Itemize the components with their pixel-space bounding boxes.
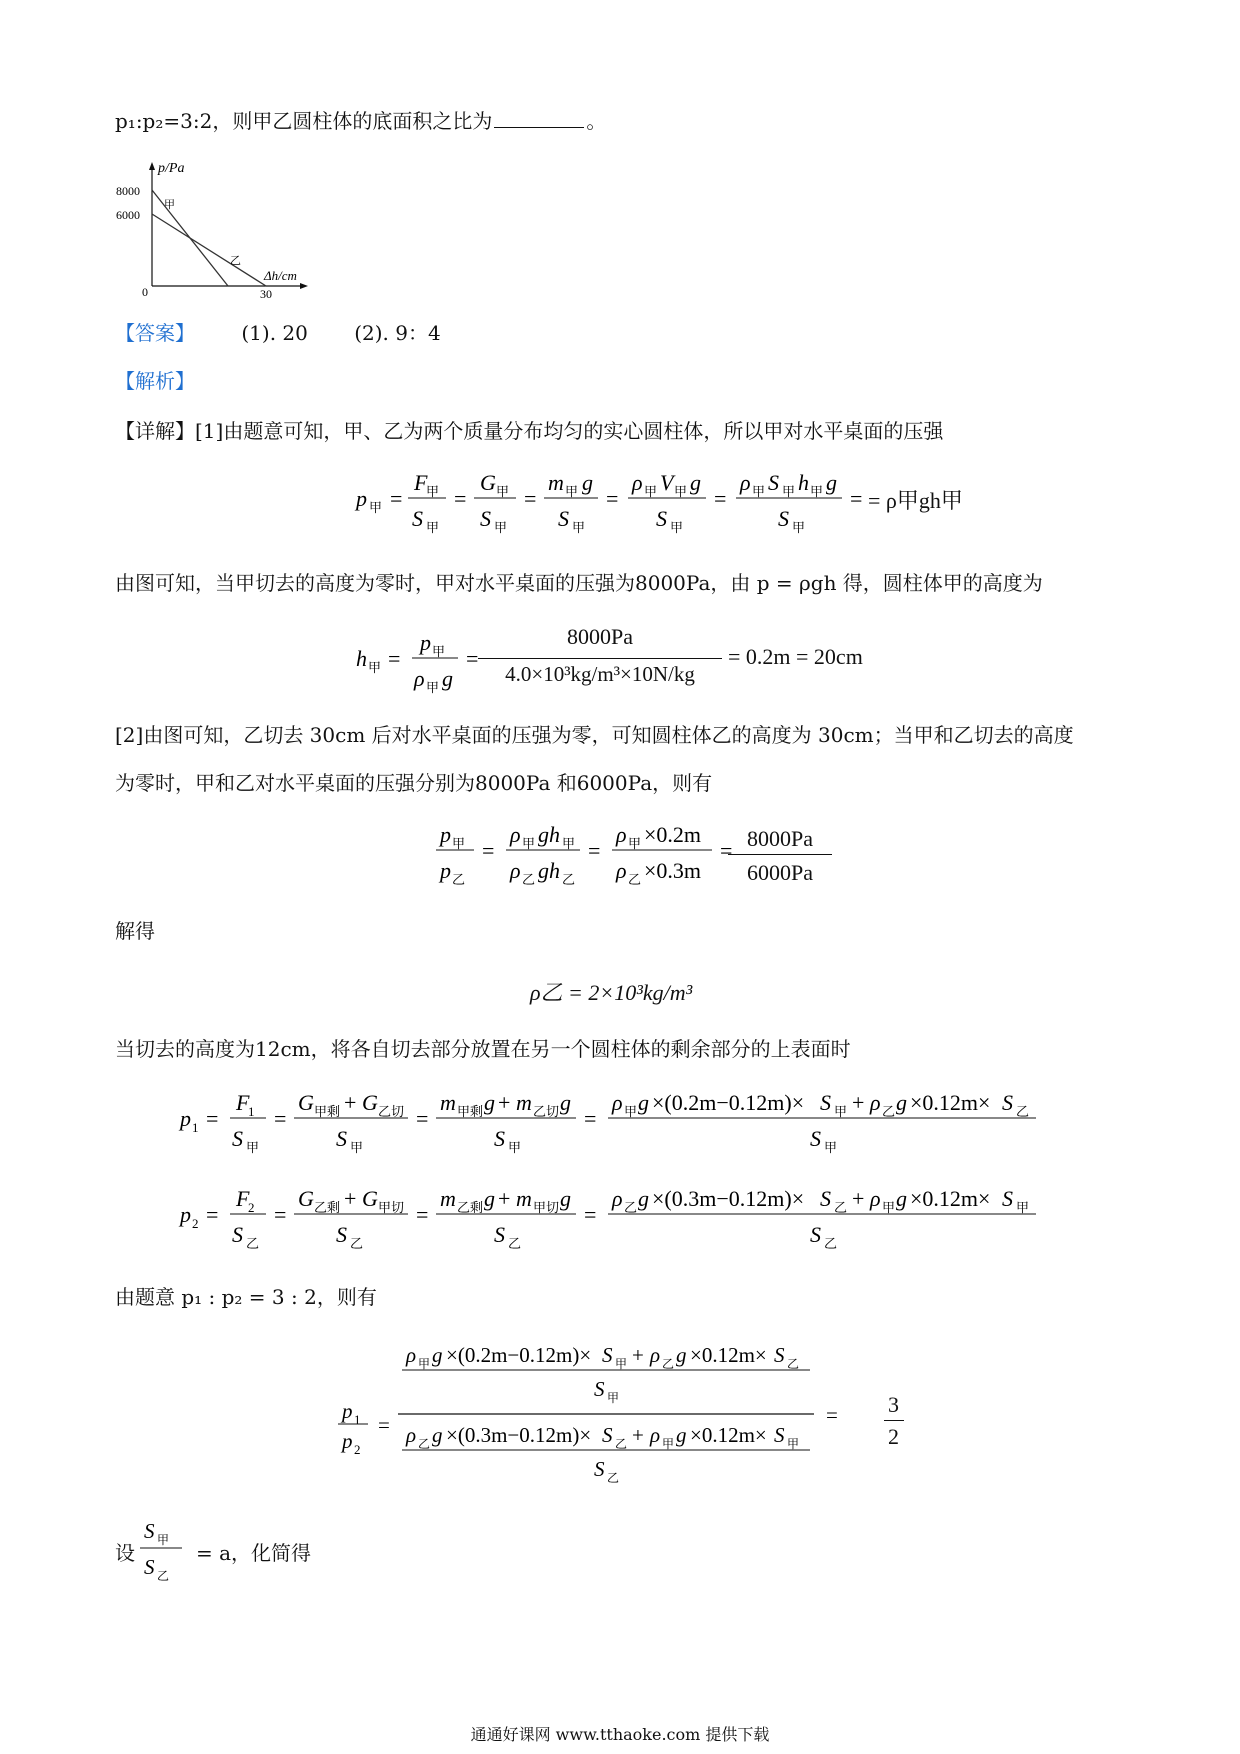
svg-text:=: = bbox=[606, 486, 619, 511]
svg-text:S: S bbox=[480, 506, 491, 531]
svg-text:乙: 乙 bbox=[662, 1357, 675, 1371]
origin-label: 0 bbox=[142, 285, 148, 299]
svg-text:=: = bbox=[584, 1106, 597, 1131]
svg-text:×0.3m: ×0.3m bbox=[644, 858, 702, 883]
equation-3-denominator: 6000Pa bbox=[747, 860, 813, 885]
svg-text:F: F bbox=[414, 470, 428, 495]
equation-p1 bbox=[176, 1080, 1076, 1160]
svg-text:甲切: 甲切 bbox=[378, 1200, 405, 1215]
svg-text:×0.12m×: ×0.12m× bbox=[910, 1090, 991, 1115]
svg-text:=: = bbox=[584, 1202, 597, 1227]
svg-text:甲切: 甲切 bbox=[533, 1200, 560, 1215]
svg-text:g: g bbox=[432, 1343, 443, 1367]
equation-s-ratio bbox=[138, 1510, 194, 1590]
svg-text:乙: 乙 bbox=[246, 1236, 260, 1251]
svg-text:S: S bbox=[602, 1423, 613, 1447]
svg-text:F: F bbox=[236, 1090, 250, 1115]
svg-text:甲: 甲 bbox=[628, 836, 642, 851]
svg-text:=: = bbox=[482, 838, 495, 863]
svg-text:甲: 甲 bbox=[246, 1140, 260, 1155]
svg-text:×(0.2m−0.12m)×: ×(0.2m−0.12m)× bbox=[446, 1343, 592, 1367]
svg-text:甲: 甲 bbox=[157, 1533, 170, 1547]
pressure-height-graph bbox=[112, 158, 312, 301]
equation-2-numerator: 8000Pa bbox=[567, 624, 633, 649]
svg-text:甲: 甲 bbox=[572, 520, 586, 535]
svg-text:乙: 乙 bbox=[157, 1569, 170, 1583]
svg-text:乙: 乙 bbox=[882, 1104, 896, 1119]
svg-text:乙切: 乙切 bbox=[533, 1104, 560, 1119]
svg-text:g: g bbox=[432, 1423, 443, 1447]
svg-text:甲: 甲 bbox=[565, 484, 579, 499]
svg-text:=: = bbox=[390, 486, 403, 511]
svg-text:m: m bbox=[440, 1090, 456, 1115]
svg-text:甲: 甲 bbox=[644, 484, 658, 499]
svg-text:ρ: ρ bbox=[510, 858, 521, 883]
svg-text:+: + bbox=[498, 1090, 511, 1115]
svg-text:g: g bbox=[638, 1090, 649, 1115]
detail-line-1 bbox=[115, 418, 943, 444]
detail-text-8b: = a，化简得 bbox=[196, 1541, 312, 1565]
svg-text:2: 2 bbox=[354, 1442, 361, 1457]
equation-2-result: = 0.2m = 20cm bbox=[728, 644, 863, 669]
svg-text:=: = bbox=[388, 646, 401, 671]
answer-blank bbox=[494, 109, 584, 128]
svg-text:=: = bbox=[466, 646, 479, 671]
svg-text:乙: 乙 bbox=[624, 1200, 638, 1215]
svg-text:gh: gh bbox=[538, 822, 560, 847]
svg-text:ρ: ρ bbox=[510, 822, 521, 847]
equation-2-fraction-bar bbox=[478, 658, 722, 659]
svg-text:×0.2m: ×0.2m bbox=[644, 822, 702, 847]
svg-text:甲: 甲 bbox=[496, 484, 510, 499]
svg-text:甲: 甲 bbox=[562, 836, 576, 851]
detail-text-1: [1]由题意可知，甲、乙为两个质量分布均匀的实心圆柱体，所以甲对水平桌面的压强 bbox=[195, 419, 944, 443]
svg-text:ρ: ρ bbox=[414, 666, 425, 691]
svg-text:乙: 乙 bbox=[418, 1437, 431, 1451]
svg-text:p: p bbox=[180, 1106, 191, 1131]
svg-text:V: V bbox=[660, 470, 674, 495]
answer-line bbox=[115, 320, 441, 346]
svg-text:g: g bbox=[676, 1343, 687, 1367]
svg-text:g: g bbox=[582, 470, 593, 495]
detail-label: 【详解】 bbox=[115, 419, 195, 443]
question-line: p₁:p₂=3:2，则甲乙圆柱体的底面积之比为 。 bbox=[115, 109, 607, 133]
svg-text:甲: 甲 bbox=[1016, 1200, 1030, 1215]
detail-line-6 bbox=[115, 1036, 851, 1062]
svg-text:p: p bbox=[356, 486, 367, 511]
svg-text:甲: 甲 bbox=[662, 1437, 675, 1451]
equation-density-yi: ρ乙 = 2×10³kg/m³ bbox=[530, 980, 693, 1005]
detail-text-6: 当切去的高度为12cm，将各自切去部分放置在另一个圆柱体的剩余部分的上表面时 bbox=[115, 1037, 851, 1061]
svg-text:ρ: ρ bbox=[616, 858, 627, 883]
svg-text:F: F bbox=[236, 1186, 250, 1211]
svg-text:+: + bbox=[632, 1423, 644, 1447]
answer-label: 【答案】 bbox=[115, 321, 195, 345]
svg-text:G: G bbox=[298, 1090, 314, 1115]
svg-text:S: S bbox=[594, 1377, 605, 1401]
svg-text:p: p bbox=[440, 858, 451, 883]
svg-text:乙: 乙 bbox=[562, 872, 576, 887]
svg-text:乙切: 乙切 bbox=[378, 1104, 405, 1119]
equation-7-fraction-bar bbox=[884, 1420, 904, 1421]
equation-height-jia-lhs bbox=[350, 620, 490, 700]
detail-line-8 bbox=[115, 1540, 135, 1566]
svg-text:×(0.2m−0.12m)×: ×(0.2m−0.12m)× bbox=[652, 1090, 805, 1115]
detail-text-2: 由图可知，当甲切去的高度为零时，甲对水平桌面的压强为8000Pa，由 p = ρgh 得，圆柱体甲的高度为 bbox=[115, 571, 1043, 595]
svg-text:S: S bbox=[778, 506, 789, 531]
svg-text:S: S bbox=[1002, 1186, 1013, 1211]
svg-text:乙: 乙 bbox=[628, 872, 642, 887]
svg-text:甲: 甲 bbox=[752, 484, 766, 499]
svg-text:乙: 乙 bbox=[452, 872, 466, 887]
x-axis-arrow bbox=[300, 283, 308, 289]
svg-text:甲: 甲 bbox=[432, 644, 446, 659]
svg-text:+: + bbox=[852, 1186, 865, 1211]
svg-text:S: S bbox=[494, 1126, 505, 1151]
svg-text:S: S bbox=[656, 506, 667, 531]
svg-text:g: g bbox=[484, 1090, 495, 1115]
svg-text:p: p bbox=[342, 1429, 353, 1453]
svg-text:乙: 乙 bbox=[350, 1236, 364, 1251]
svg-text:=: = bbox=[714, 486, 727, 511]
svg-text:甲: 甲 bbox=[882, 1200, 896, 1215]
svg-text:=: = bbox=[206, 1106, 219, 1131]
svg-text:1: 1 bbox=[248, 1104, 255, 1119]
y-tick-6000: 6000 bbox=[116, 208, 140, 222]
svg-text:甲: 甲 bbox=[426, 520, 440, 535]
svg-text:甲: 甲 bbox=[494, 520, 508, 535]
svg-text:S: S bbox=[594, 1457, 605, 1481]
detail-text-8a: 设 bbox=[115, 1541, 135, 1565]
detail-line-7 bbox=[115, 1284, 377, 1310]
svg-text:S: S bbox=[412, 506, 423, 531]
equation-ratio bbox=[430, 812, 733, 892]
y-tick-8000: 8000 bbox=[116, 184, 140, 198]
svg-text:乙剩: 乙剩 bbox=[457, 1200, 484, 1215]
svg-text:+: + bbox=[344, 1186, 357, 1211]
svg-text:p: p bbox=[440, 822, 451, 847]
svg-text:×0.12m×: ×0.12m× bbox=[690, 1343, 767, 1367]
svg-text:ρ: ρ bbox=[612, 1090, 623, 1115]
svg-text:1: 1 bbox=[354, 1412, 361, 1427]
detail-line-8b bbox=[196, 1540, 311, 1566]
analysis-label: 【解析】 bbox=[115, 369, 195, 393]
svg-text:+: + bbox=[632, 1343, 644, 1367]
svg-text:乙: 乙 bbox=[834, 1200, 848, 1215]
svg-text:S: S bbox=[810, 1222, 821, 1247]
series-yi-label: 乙 bbox=[230, 255, 241, 267]
svg-text:乙: 乙 bbox=[615, 1437, 628, 1451]
svg-text:S: S bbox=[232, 1126, 243, 1151]
svg-text:S: S bbox=[336, 1222, 347, 1247]
footer: 通通好课网 www.tthaoke.com 提供下载 bbox=[470, 1725, 770, 1744]
detail-line-2 bbox=[115, 570, 1043, 596]
svg-text:g: g bbox=[442, 666, 453, 691]
svg-text:=: = bbox=[826, 1403, 838, 1427]
svg-text:m: m bbox=[516, 1090, 532, 1115]
svg-text:gh: gh bbox=[538, 858, 560, 883]
svg-text:甲: 甲 bbox=[426, 680, 440, 695]
svg-text:甲: 甲 bbox=[674, 484, 688, 499]
equation-2-denominator: 4.0×10³kg/m³×10N/kg bbox=[505, 662, 695, 686]
svg-text:=: = bbox=[720, 838, 733, 863]
svg-text:ρ: ρ bbox=[616, 822, 627, 847]
equation-3-fraction-bar bbox=[728, 854, 832, 855]
svg-text:m: m bbox=[548, 470, 564, 495]
svg-text:S: S bbox=[810, 1126, 821, 1151]
svg-text:p: p bbox=[342, 1399, 353, 1423]
svg-text:S: S bbox=[820, 1090, 831, 1115]
svg-text:=: = bbox=[850, 486, 863, 511]
svg-text:S: S bbox=[494, 1222, 505, 1247]
svg-text:甲: 甲 bbox=[834, 1104, 848, 1119]
svg-text:S: S bbox=[602, 1343, 613, 1367]
svg-text:甲: 甲 bbox=[418, 1357, 431, 1371]
svg-text:乙: 乙 bbox=[824, 1236, 838, 1251]
svg-text:甲: 甲 bbox=[787, 1437, 800, 1451]
svg-text:ρ: ρ bbox=[870, 1186, 881, 1211]
svg-text:ρ: ρ bbox=[650, 1343, 661, 1367]
svg-text:h: h bbox=[356, 646, 367, 671]
svg-text:=: = bbox=[454, 486, 467, 511]
svg-text:S: S bbox=[558, 506, 569, 531]
svg-text:G: G bbox=[298, 1186, 314, 1211]
svg-text:甲: 甲 bbox=[522, 836, 536, 851]
svg-text:+: + bbox=[852, 1090, 865, 1115]
svg-text:=: = bbox=[378, 1413, 390, 1437]
svg-text:g: g bbox=[896, 1186, 907, 1211]
svg-text:2: 2 bbox=[248, 1200, 255, 1215]
svg-text:+: + bbox=[498, 1186, 511, 1211]
svg-text:甲: 甲 bbox=[782, 484, 796, 499]
svg-text:m: m bbox=[440, 1186, 456, 1211]
detail-line-3 bbox=[115, 722, 1074, 748]
svg-text:G: G bbox=[362, 1090, 378, 1115]
svg-text:甲: 甲 bbox=[508, 1140, 522, 1155]
svg-text:=: = bbox=[416, 1106, 429, 1131]
equation-1-result: = ρ甲gh甲 bbox=[868, 488, 963, 513]
svg-text:S: S bbox=[336, 1126, 347, 1151]
equation-compound-ratio bbox=[334, 1338, 914, 1488]
svg-text:ρ: ρ bbox=[406, 1423, 417, 1447]
svg-text:甲: 甲 bbox=[792, 520, 806, 535]
svg-text:ρ: ρ bbox=[406, 1343, 417, 1367]
svg-text:甲: 甲 bbox=[350, 1140, 364, 1155]
svg-text:=: = bbox=[524, 486, 537, 511]
svg-text:g: g bbox=[896, 1090, 907, 1115]
svg-text:g: g bbox=[484, 1186, 495, 1211]
detail-text-7: 由题意 p₁ : p₂ = 3 : 2，则有 bbox=[115, 1285, 377, 1309]
series-yi-line bbox=[152, 214, 266, 286]
svg-text:g: g bbox=[560, 1186, 571, 1211]
svg-text:×(0.3m−0.12m)×: ×(0.3m−0.12m)× bbox=[446, 1423, 592, 1447]
svg-text:甲: 甲 bbox=[615, 1357, 628, 1371]
svg-text:=: = bbox=[416, 1202, 429, 1227]
svg-text:1: 1 bbox=[192, 1120, 199, 1135]
svg-text:甲: 甲 bbox=[824, 1140, 838, 1155]
svg-text:S: S bbox=[1002, 1090, 1013, 1115]
svg-text:2: 2 bbox=[192, 1216, 199, 1231]
svg-text:g: g bbox=[560, 1090, 571, 1115]
detail-line-5 bbox=[115, 918, 155, 944]
equation-7-denominator: 2 bbox=[888, 1424, 899, 1449]
svg-text:S: S bbox=[774, 1423, 785, 1447]
equation-7-numerator: 3 bbox=[888, 1392, 899, 1417]
svg-text:S: S bbox=[144, 1555, 155, 1579]
svg-text:乙: 乙 bbox=[508, 1236, 522, 1251]
svg-text:S: S bbox=[144, 1519, 155, 1543]
series-jia-label: 甲 bbox=[164, 199, 175, 211]
svg-text:甲: 甲 bbox=[368, 660, 382, 675]
svg-text:S: S bbox=[232, 1222, 243, 1247]
svg-text:g: g bbox=[638, 1186, 649, 1211]
svg-text:g: g bbox=[690, 470, 701, 495]
svg-text:×0.12m×: ×0.12m× bbox=[690, 1423, 767, 1447]
detail-text-5: 解得 bbox=[115, 919, 155, 943]
svg-text:甲: 甲 bbox=[452, 836, 466, 851]
svg-text:m: m bbox=[516, 1186, 532, 1211]
svg-text:甲: 甲 bbox=[670, 520, 684, 535]
svg-text:G: G bbox=[480, 470, 496, 495]
answer-item-2: (2). 9：4 bbox=[354, 321, 441, 345]
svg-text:ρ: ρ bbox=[632, 470, 643, 495]
detail-line-4 bbox=[115, 770, 712, 796]
question-text: p₁:p₂=3:2，则甲乙圆柱体的底面积之比为 bbox=[115, 109, 493, 133]
x-tick-30: 30 bbox=[260, 287, 272, 301]
svg-text:S: S bbox=[774, 1343, 785, 1367]
svg-text:乙: 乙 bbox=[1016, 1104, 1030, 1119]
svg-text:G: G bbox=[362, 1186, 378, 1211]
svg-text:ρ: ρ bbox=[612, 1186, 623, 1211]
answer-item-1: (1). 20 bbox=[241, 321, 308, 345]
svg-text:×(0.3m−0.12m)×: ×(0.3m−0.12m)× bbox=[652, 1186, 805, 1211]
equation-3-numerator: 8000Pa bbox=[747, 826, 813, 851]
svg-text:p: p bbox=[180, 1202, 191, 1227]
equation-pressure-jia bbox=[350, 460, 910, 540]
x-axis-label: Δh/cm bbox=[264, 268, 297, 283]
detail-text-3: [2]由图可知，乙切去 30cm 后对水平桌面的压强为零，可知圆柱体乙的高度为 30cm；当甲和乙切去的高度 bbox=[115, 723, 1074, 747]
svg-text:ρ: ρ bbox=[650, 1423, 661, 1447]
svg-text:S: S bbox=[768, 470, 779, 495]
svg-text:甲: 甲 bbox=[607, 1391, 620, 1405]
svg-text:甲: 甲 bbox=[369, 500, 383, 515]
svg-text:+: + bbox=[344, 1090, 357, 1115]
svg-text:=: = bbox=[274, 1106, 287, 1131]
svg-text:甲: 甲 bbox=[810, 484, 824, 499]
svg-text:S: S bbox=[820, 1186, 831, 1211]
svg-text:=: = bbox=[206, 1202, 219, 1227]
svg-text:乙: 乙 bbox=[522, 872, 536, 887]
svg-text:甲剩: 甲剩 bbox=[314, 1104, 341, 1119]
svg-text:甲: 甲 bbox=[624, 1104, 638, 1119]
equation-p2 bbox=[176, 1176, 1076, 1256]
y-axis-arrow bbox=[149, 162, 155, 170]
svg-text:g: g bbox=[676, 1423, 687, 1447]
svg-text:p: p bbox=[420, 630, 431, 655]
svg-text:ρ: ρ bbox=[870, 1090, 881, 1115]
svg-text:甲: 甲 bbox=[426, 484, 440, 499]
y-axis-label: p/Pa bbox=[158, 161, 185, 176]
svg-text:乙: 乙 bbox=[607, 1471, 620, 1485]
svg-text:=: = bbox=[274, 1202, 287, 1227]
svg-text:ρ: ρ bbox=[740, 470, 751, 495]
svg-text:乙剩: 乙剩 bbox=[314, 1200, 341, 1215]
svg-text:甲剩: 甲剩 bbox=[457, 1104, 484, 1119]
svg-text:=: = bbox=[588, 838, 601, 863]
svg-text:×0.12m×: ×0.12m× bbox=[910, 1186, 991, 1211]
svg-text:g: g bbox=[826, 470, 837, 495]
detail-text-4: 为零时，甲和乙对水平桌面的压强分别为8000Pa 和6000Pa，则有 bbox=[115, 771, 713, 795]
svg-text:h: h bbox=[798, 470, 809, 495]
analysis-line bbox=[115, 368, 195, 394]
svg-text:乙: 乙 bbox=[787, 1357, 800, 1371]
